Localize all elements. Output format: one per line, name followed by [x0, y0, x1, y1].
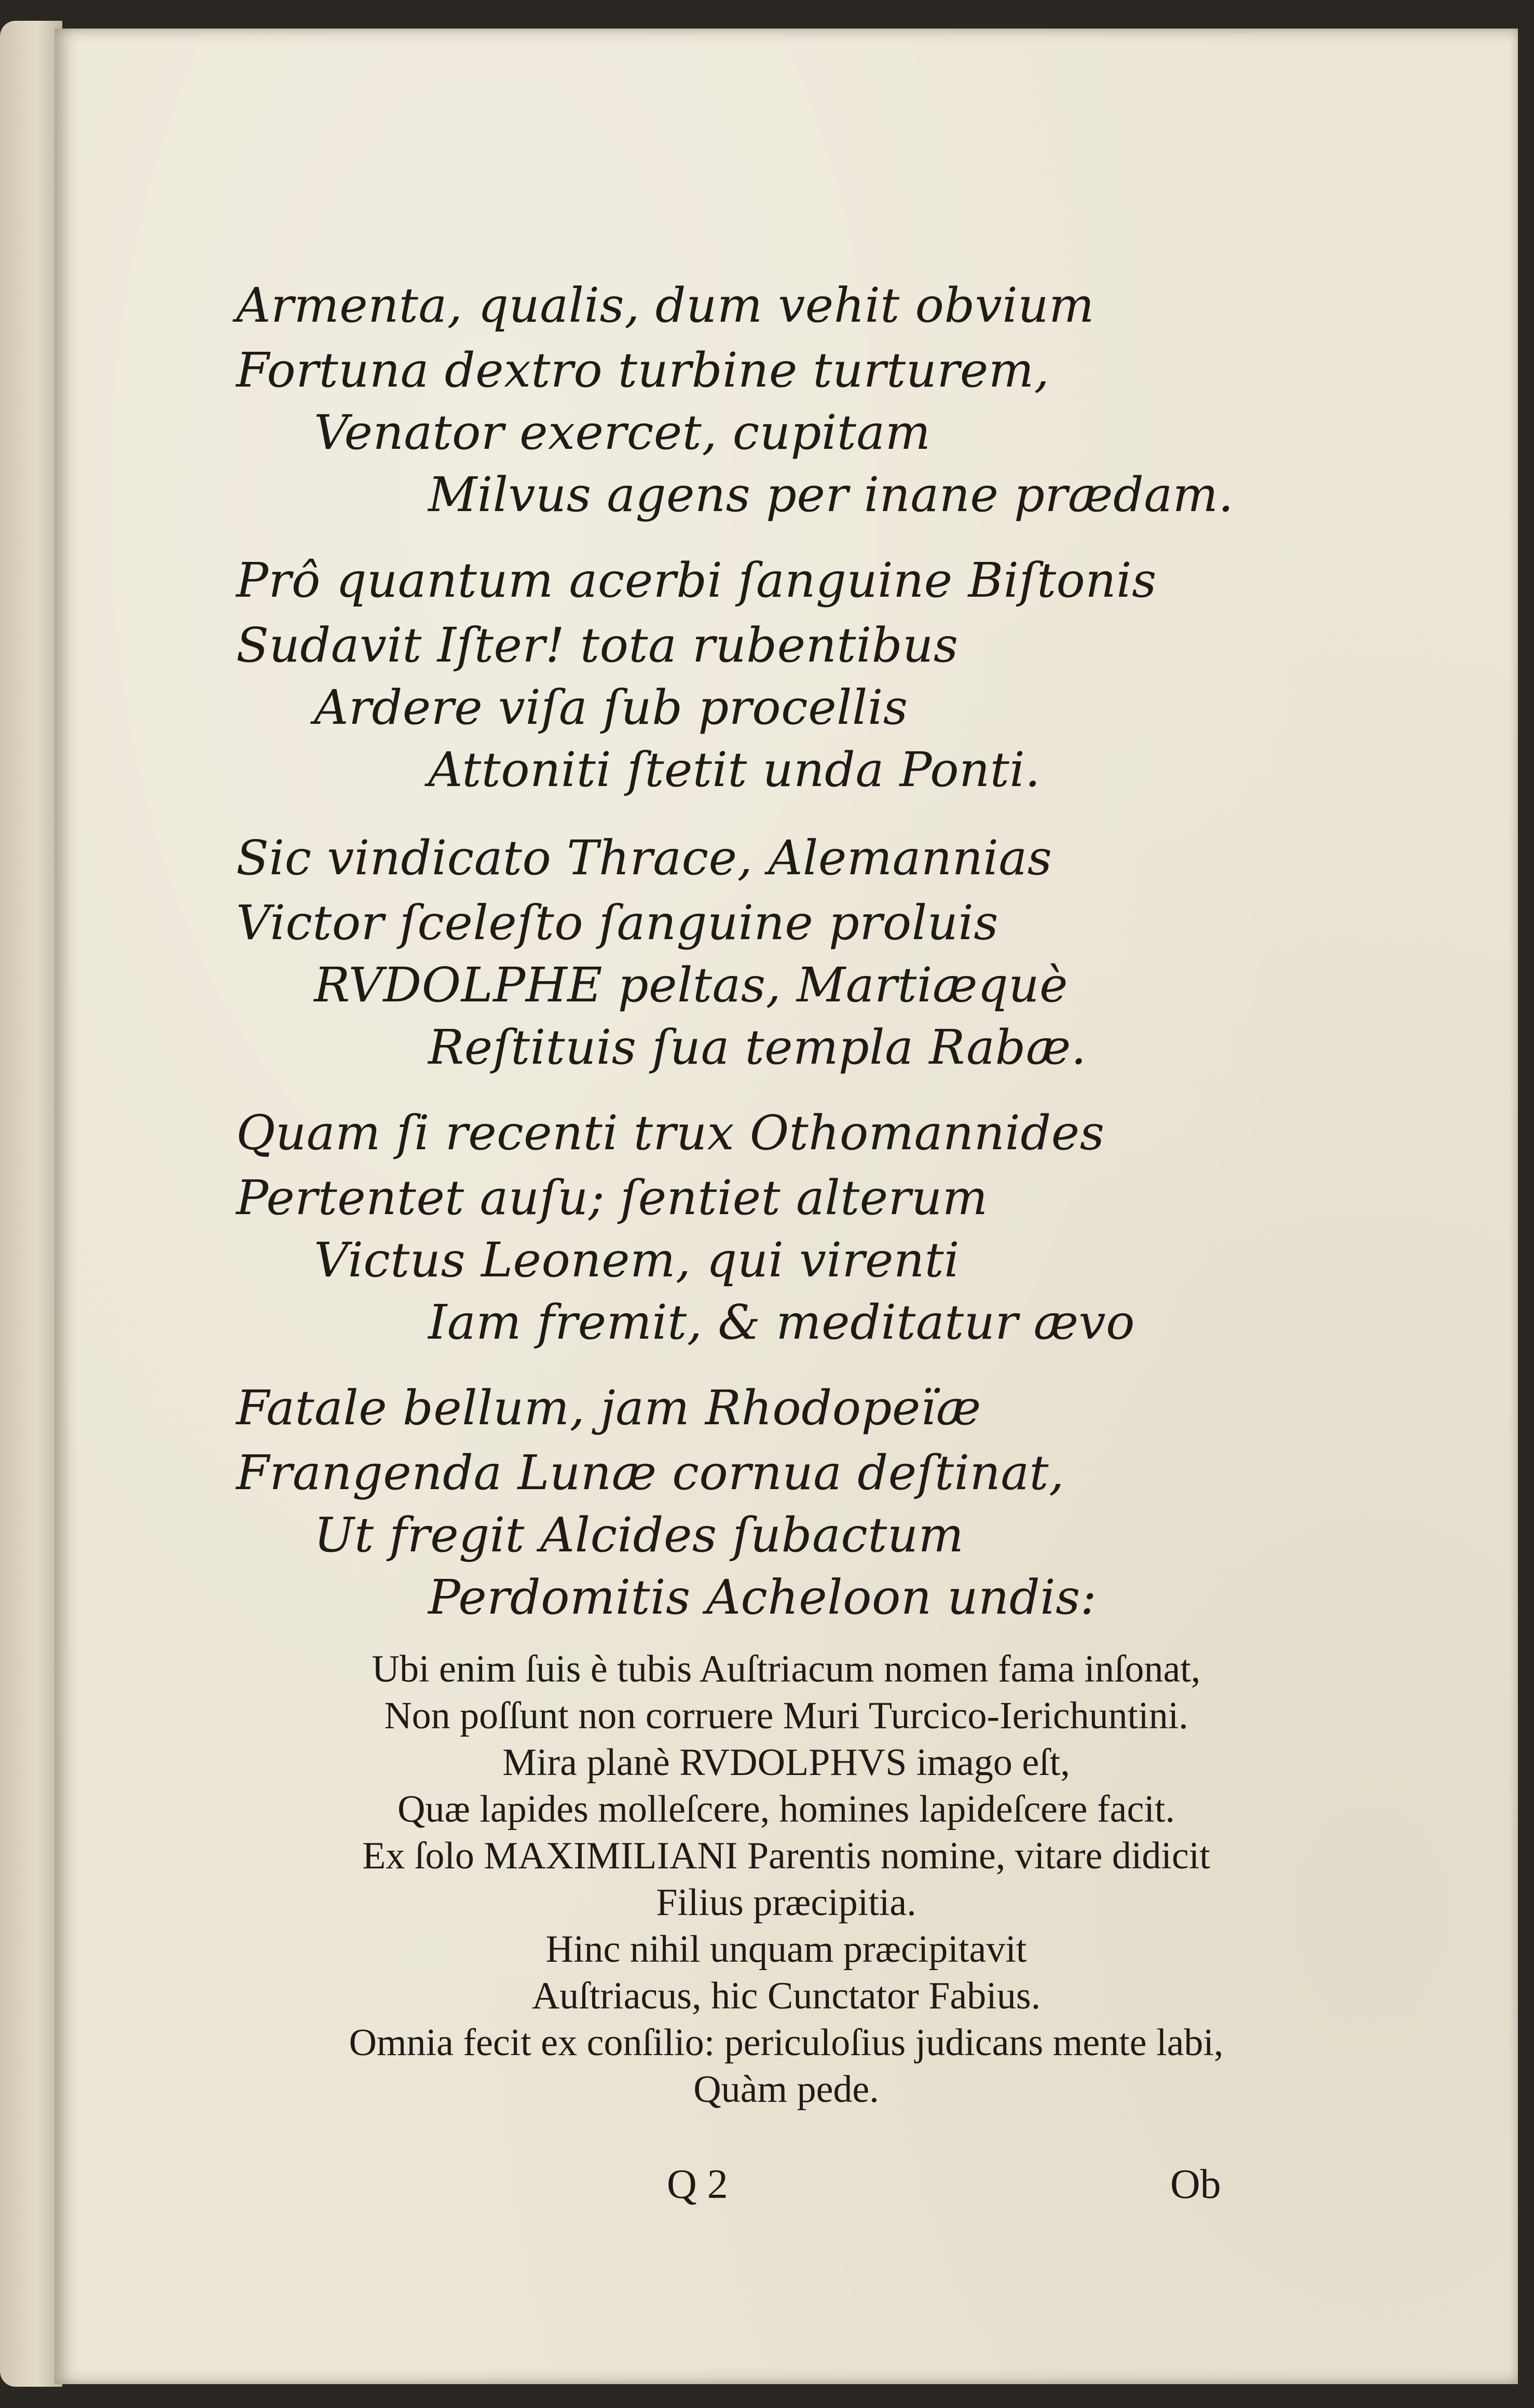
verse-line: Venator exercet, cupitam — [314, 405, 931, 460]
prose-line: Omnia fecit ex conſilio: periculoſius judicans mente labi, — [349, 2021, 1224, 2064]
verse-line: Victus Leonem, qui virenti — [314, 1232, 960, 1288]
prose-line: Quæ lapides molleſcere, homines lapideſcere facit. — [398, 1788, 1175, 1831]
verse-line: Sudavit Iſter! tota rubentibus — [236, 617, 958, 673]
verse-line: Pertentet auſu; ſentiet alterum — [236, 1170, 988, 1226]
verse-line: Frangenda Lunæ cornua deſtinat, — [236, 1445, 1064, 1501]
verse-line: Ardere viſa ſub procellis — [314, 680, 908, 735]
prose-line: Filius præcipitia. — [656, 1881, 916, 1924]
prose-line: Hinc nihil unquam præcipitavit — [545, 1928, 1027, 1971]
prose-line: Quàm pede. — [693, 2068, 879, 2111]
prose-line: Auſtriacus, hic Cunctator Fabius. — [531, 1975, 1041, 2017]
prose-line: Mira planè RVDOLPHVS imago eſt, — [502, 1741, 1070, 1784]
verse-line: Armenta, qualis, dum vehit obvium — [236, 278, 1094, 333]
prose-line: Ex ſolo MAXIMILIANI Parentis nomine, vitare didicit — [362, 1835, 1210, 1877]
verse-line: Perdomitis Acheloon undis: — [428, 1570, 1097, 1625]
prose-line: Ubi enim ſuis è tubis Auſtriacum nomen fama inſonat, — [372, 1648, 1201, 1690]
verse-line: Milvus agens per inane prædam. — [428, 467, 1234, 522]
verse-line: Fatale bellum, jam Rhodopeïæ — [236, 1380, 981, 1436]
signature-mark: Q 2 — [667, 2162, 728, 2207]
verse-line: Attoniti ſtetit unda Ponti. — [428, 742, 1040, 797]
verse-line: Victor ſceleſto ſanguine proluis — [236, 895, 999, 951]
book-page — [54, 29, 1518, 2384]
verse-line: RVDOLPHE peltas, Martiæquè — [314, 957, 1069, 1013]
verse-line: Fortuna dextro turbine turturem, — [236, 342, 1050, 398]
catchword: Ob — [1170, 2162, 1221, 2207]
verse-line: Ut fregit Alcides ſubactum — [314, 1507, 964, 1563]
verse-line: Iam fremit, & meditatur ævo — [428, 1295, 1135, 1350]
verse-line: Prô quantum acerbi ſanguine Biſtonis — [236, 553, 1157, 608]
facing-page-edge — [0, 21, 62, 2387]
verse-line: Sic vindicato Thrace, Alemannias — [236, 830, 1052, 886]
prose-line: Non poſſunt non corruere Muri Turcico-Ierichuntini. — [384, 1695, 1188, 1737]
verse-line: Quam ſi recenti trux Othomannides — [236, 1105, 1105, 1161]
verse-line: Reſtituis ſua templa Rabæ. — [428, 1020, 1087, 1075]
